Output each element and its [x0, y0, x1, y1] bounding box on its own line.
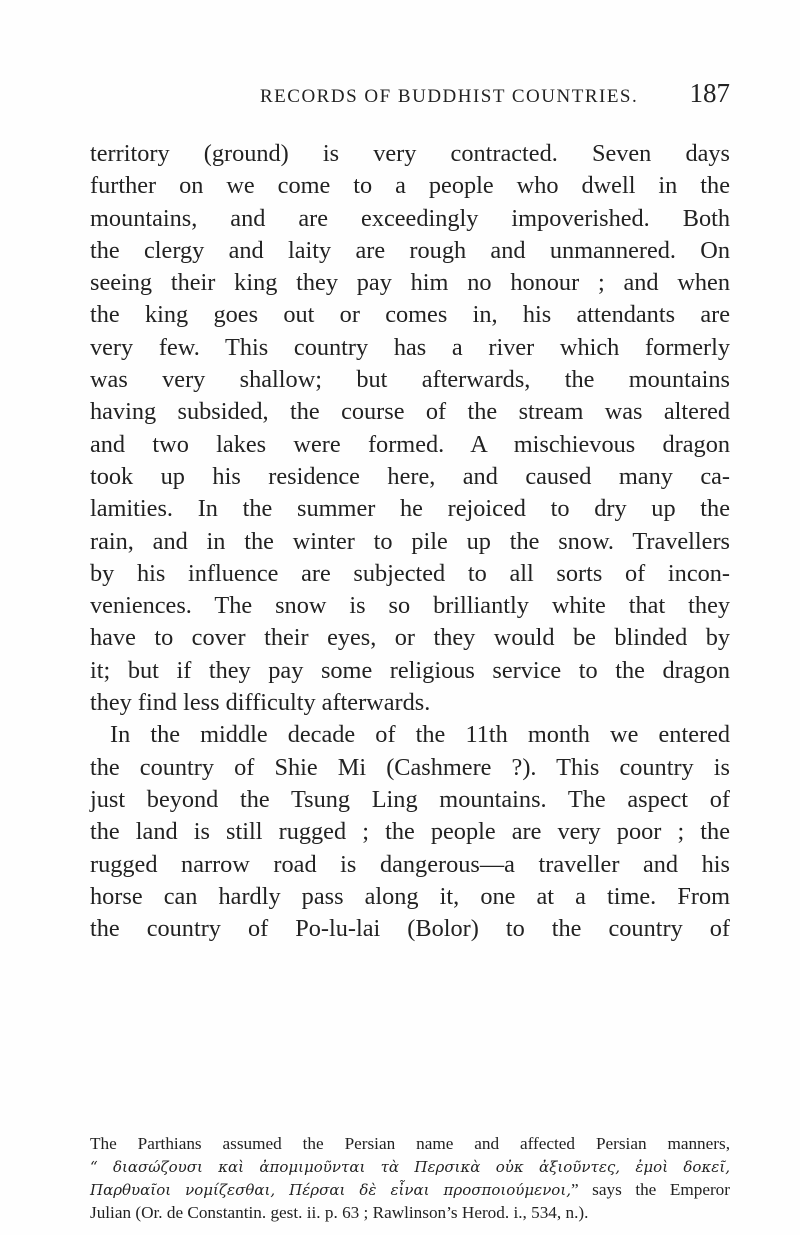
text-line: the clergy and laity are rough and unmannered. On: [90, 236, 730, 264]
text-line: In the middle decade of the 11th month we entered: [110, 721, 730, 749]
footnote-line: Julian (Or. de Constantin. gest. ii. p. 63 ; Rawlinson’s Herod. i., 534, n.).: [90, 1203, 589, 1222]
text-line: the king goes out or comes in, his attendants are: [90, 301, 730, 329]
text-line: lamities. In the summer he rejoiced to dry up the: [90, 495, 730, 523]
paragraph-1: [90, 138, 730, 719]
text-line: very few. This country has a river which formerly: [90, 333, 730, 361]
text-line: seeing their king they pay him no honour ; and when: [90, 269, 730, 297]
text-line: having subsided, the course of the stream was altered: [90, 398, 730, 426]
text-line: took up his residence here, and caused many ca-: [90, 462, 730, 490]
footnote-attribution: ” says the Emperor: [571, 1180, 730, 1199]
text-line: the country of Shie Mi (Cashmere ?). This country is: [90, 753, 730, 781]
text-line: it; but if they pay some religious service to the dragon: [90, 656, 730, 684]
text-line: further on we come to a people who dwell in the: [90, 172, 730, 200]
greek-quote: “ διασώζουσι καὶ ἀπομιμοῦνται τὰ Περσικὰ οὐκ ἀξιοῦντες, ἐμοὶ δοκεῖ,: [90, 1158, 730, 1176]
text-line: and two lakes were formed. A mischievous dragon: [90, 430, 730, 458]
body-text: [90, 138, 730, 945]
running-head: [90, 78, 730, 118]
footnote-line: [90, 1155, 730, 1178]
page-number: 187: [689, 78, 730, 108]
text-line: have to cover their eyes, or they would be blinded by: [90, 624, 730, 652]
running-title: RECORDS OF BUDDHIST COUNTRIES.: [260, 86, 639, 107]
text-line: rain, and in the winter to pile up the snow. Travellers: [90, 527, 730, 555]
paragraph-2: [90, 719, 730, 945]
text-line: just beyond the Tsung Ling mountains. The aspect of: [90, 785, 730, 813]
text-line: mountains, and are exceedingly impoverished. Both: [90, 204, 730, 232]
text-line: the land is still rugged ; the people are very poor ; the: [90, 818, 730, 846]
footnote: [90, 1132, 730, 1224]
text-line: was very shallow; but afterwards, the mountains: [90, 366, 730, 394]
footnote-line: [90, 1178, 730, 1201]
text-line: horse can hardly pass along it, one at a time. From: [90, 882, 730, 910]
text-line: territory (ground) is very contracted. Seven days: [90, 140, 730, 167]
footnote-line: The Parthians assumed the Persian name and affected Persian manners,: [90, 1134, 730, 1153]
text-line: they find less difficulty afterwards.: [90, 689, 431, 717]
text-line: by his influence are subjected to all sorts of incon-: [90, 559, 730, 587]
text-line: rugged narrow road is dangerous—a traveller and his: [90, 850, 730, 878]
text-line: veniences. The snow is so brilliantly white that they: [90, 592, 730, 620]
greek-quote: Παρθυαῖοι νομίζεσθαι, Πέρσαι δὲ εἶναι προσποιούμενοι,: [90, 1181, 571, 1199]
text-line: the country of Po-lu-lai (Bolor) to the country of: [90, 915, 730, 943]
